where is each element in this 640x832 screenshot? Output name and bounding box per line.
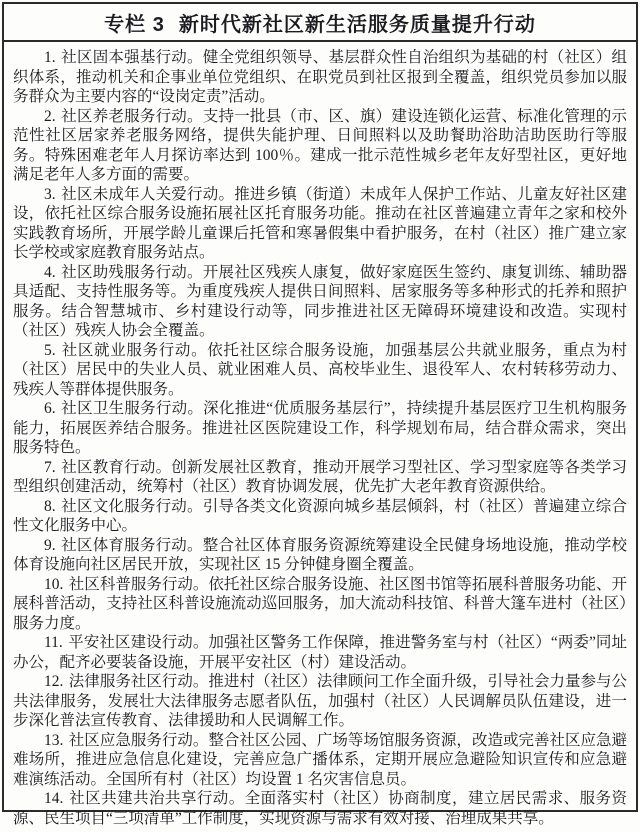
- item-paragraph: [13, 107, 627, 185]
- item-paragraph: [13, 48, 627, 107]
- item-text: 社区未成年人关爱行动。推进乡镇（街道）未成年人保护工作站、儿童友好社区建设，依托社区综合服务设施拓展社区托育服务功能。推动在社区普遍建立青年之家和校外实践教育场所，开展学龄儿童课后托管和寒暑假集中看护服务，在村（社区）推广建立家长学校或家庭教育服务站点。: [13, 185, 627, 261]
- item-paragraph: [13, 633, 627, 672]
- item-number: 14.: [44, 790, 64, 807]
- item-text: 社区共建共治共享行动。全面落实村（社区）协商制度，建立居民需求、服务资源、民生项目“三项清单”工作制度，实现资源与需求有效对接、治理成果共享。: [13, 790, 627, 827]
- item-text: 社区教育行动。创新发展社区教育，推动开展学习型社区、学习型家庭等各类学习型组织创建活动，统筹村（社区）教育协调发展，优先扩大老年教育资源供给。: [13, 458, 627, 495]
- item-text: 社区助残服务行动。开展社区残疾人康复，做好家庭医生签约、康复训练、辅助器具适配、支持性服务等。为重度残疾人提供日间照料、居家服务等多种形式的托养和照护服务。结合智慧城市、乡村建设行动等，同步推进社区无障碍环境建设和改造。实现村（社区）残疾人协会全覆盖。: [13, 263, 627, 339]
- item-paragraph: [13, 458, 627, 497]
- item-number: 13.: [44, 731, 64, 749]
- column-panel: [2, 2, 638, 827]
- item-text: 社区应急服务行动。整合社区公园、广场等场馆服务资源，改造或完善社区应急避难场所，推进应急信息化建设，完善应急广播体系，定期开展应急避险知识宣传和应急避难演练活动。全国所有村（社区）均设置 1 名灾害信息员。: [13, 731, 627, 788]
- item-number: 3.: [44, 185, 56, 203]
- panel-title-text: 新时代新社区新生活服务质量提升行动: [178, 13, 536, 36]
- item-text: 社区卫生服务行动。深化推进“优质服务基层行”，持续提升基层医疗卫生机构服务能力，拓展医养结合服务。推进社区医院建设工作，科学规划布局，结合群众需求，突出服务特色。: [13, 400, 627, 456]
- item-text: 平安社区建设行动。加强社区警务工作保障，推进警务室与村（社区）“两委”同址办公，配齐必要装备设施，开展平安社区（村）建设活动。: [13, 634, 627, 671]
- panel-body: [4, 42, 636, 832]
- item-text: 社区体育服务行动。整合社区体育服务资源统筹建设全民健身场地设施，推动学校体育设施向社区居民开放，实现社区 15 分钟健身圈全覆盖。: [13, 536, 627, 573]
- item-number: 9.: [44, 536, 56, 554]
- panel-header: [4, 4, 636, 42]
- item-text: 社区养老服务行动。支持一批县（市、区、旗）建设连锁化运营、标准化管理的示范性社区居家养老服务网络，提供失能护理、日间照料以及助餐助浴助洁助医助行等服务。特殊困难老年人月探访率达到 100％。建成一批示范性城乡老年友好型社区，更好地满足老年人多方面的需要。: [13, 107, 627, 183]
- item-number: 11.: [44, 634, 63, 651]
- item-number: 4.: [44, 263, 56, 281]
- item-paragraph: [13, 672, 627, 731]
- item-paragraph: [13, 731, 627, 790]
- item-text: 法律服务社区行动。推进村（社区）法律顾问工作全面升级，引导社会力量参与公共法律服务，发展壮大法律服务志愿者队伍，加强村（社区）人民调解员队伍建设，进一步深化普法宣传教育、法律援助和人民调解工作。: [13, 673, 627, 729]
- item-number: 8.: [44, 497, 56, 515]
- item-paragraph: [13, 789, 627, 828]
- item-paragraph: [13, 263, 627, 341]
- item-paragraph: [13, 185, 627, 263]
- item-number: 10.: [44, 575, 64, 593]
- item-number: 7.: [44, 458, 56, 476]
- item-number: 12.: [44, 673, 64, 690]
- item-text: 社区文化服务行动。引导各类文化资源向城乡基层倾斜，村（社区）普遍建立综合性文化服务中心。: [13, 497, 627, 534]
- panel-title-label: 专栏 3: [104, 13, 165, 36]
- item-text: 社区科普服务行动。依托社区综合服务设施、社区图书馆等拓展科普服务功能、开展科普活动，支持社区科普设施流动巡回服务，加大流动科技馆、科普大篷车进村（社区）服务力度。: [13, 575, 627, 632]
- item-number: 6.: [44, 400, 56, 417]
- item-paragraph: [13, 399, 627, 458]
- item-paragraph: [13, 497, 627, 536]
- item-text: 社区就业服务行动。依托社区综合服务设施，加强基层公共就业服务，重点为村（社区）居民中的失业人员、就业困难人员、高校毕业生、退役军人、农村转移劳动力、残疾人等群体提供服务。: [13, 341, 627, 398]
- item-paragraph: [13, 575, 627, 634]
- item-number: 1.: [44, 49, 56, 66]
- item-text: 社区固本强基行动。健全党组织领导、基层群众性自治组织为基础的村（社区）组织体系，推动机关和企事业单位党组织、在职党员到社区报到全覆盖，组织党员参加以服务群众为主要内容的“设岗定责”活动。: [13, 49, 627, 105]
- item-number: 5.: [44, 341, 56, 359]
- item-paragraph: [13, 536, 627, 575]
- item-number: 2.: [44, 107, 56, 125]
- item-paragraph: [13, 341, 627, 400]
